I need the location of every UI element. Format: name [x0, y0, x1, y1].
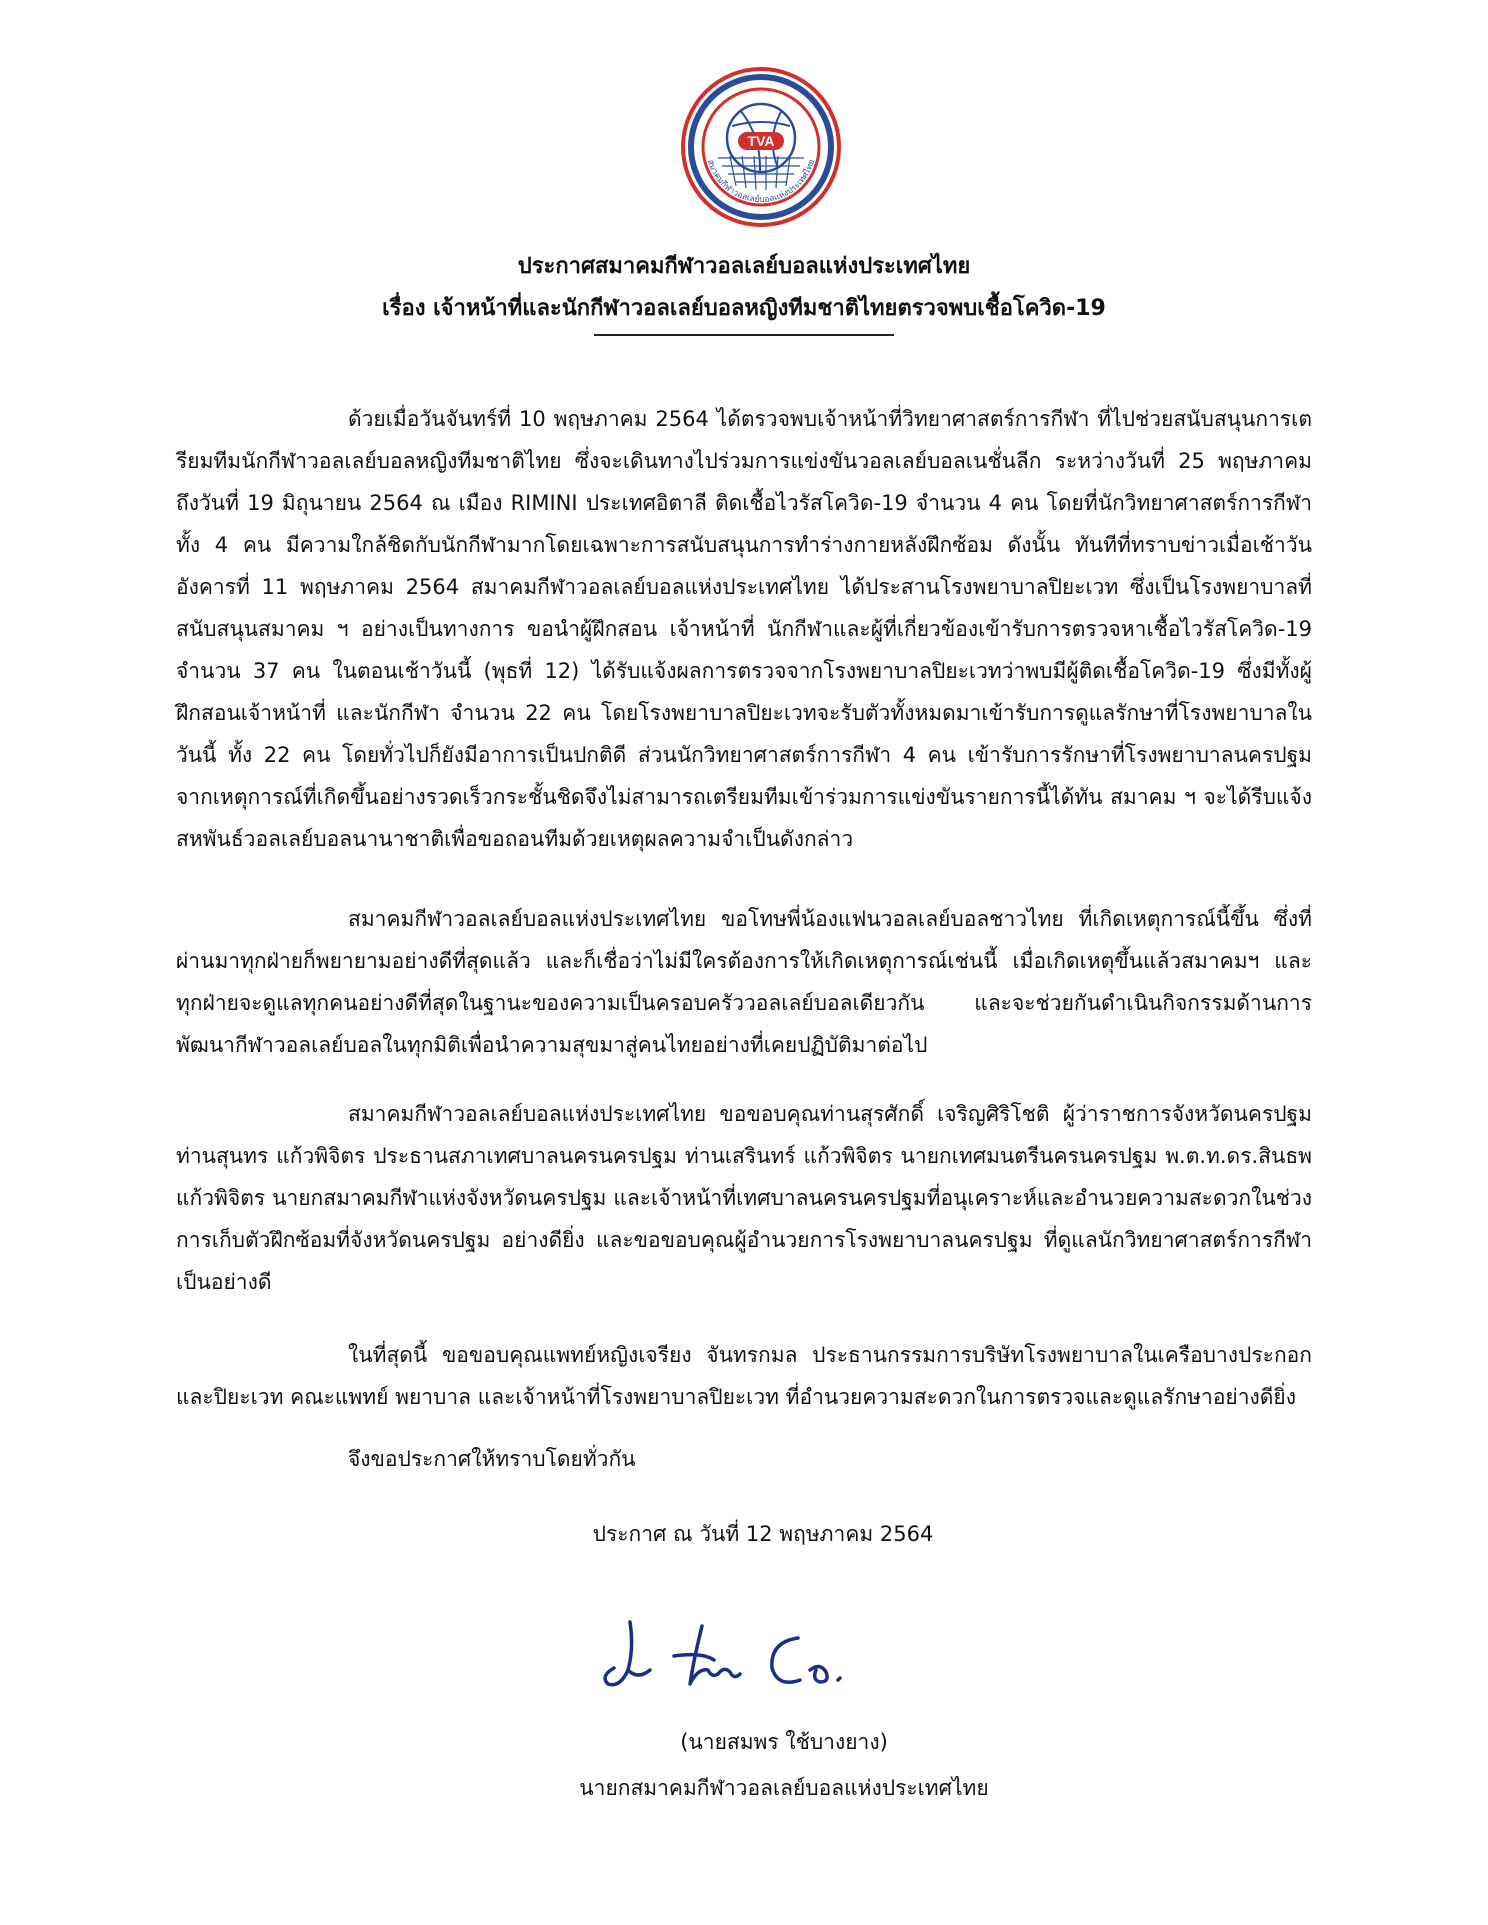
handwritten-signature-icon: [594, 1608, 894, 1698]
paragraph-thanks-hospital: ในที่สุดนี้ ขอขอบคุณแพทย์หญิงเจรียง จันทรกมล ประธานกรรมการบริษัทโรงพยาบาลในเครือบางประกอก และปิยะเวท คณะแพทย์ พยาบาล และเจ้าหน้าที่โรงพยาบาลปิยะเวท ที่อำนวยความสะดวกในการตรวจและดูแลรักษาอย่างดียิ่ง: [176, 1343, 1312, 1409]
signer-title: นายกสมาคมกีฬาวอลเลย์บอลแห่งประเทศไทย: [579, 1776, 989, 1800]
paragraph-incident: ด้วยเมื่อวันจันทร์ที่ 10 พฤษภาคม 2564 ได้ตรวจพบเจ้าหน้าที่วิทยาศาสตร์การกีฬา ที่ไปช่วยสนับสนุนการเตรียมทีมนักกีฬาวอลเลย์บอลหญิงทีมชาติไทย ซึ่งจะเดินทางไปร่วมการแข่งขันวอลเลย์บอลเนชั่นลีก ระหว่างวันที่ 25 พฤษภาคม ถึงวันที่ 19 มิถุนายน 2564 ณ เมือง RIMINI ประเทศอิตาลี ติดเชื้อไวรัสโควิด-19 จำนวน 4 คน โดยที่นักวิทยาศาสตร์การกีฬาทั้ง 4 คน มีความใกล้ชิดกับนักกีฬามากโดยเฉพาะการสนับสนุนการทำร่างกายหลังฝึกซ้อม ดังนั้น ทันทีที่ทราบข่าวเมื่อเช้าวันอังคารที่ 11 พฤษภาคม 2564 สมาคมกีฬาวอลเลย์บอลแห่งประเทศไทย ได้ประสานโรงพยาบาลปิยะเวท ซึ่งเป็นโรงพยาบาลที่สนับสนุนสมาคม ฯ อย่างเป็นทางการ ขอนำผู้ฝึกสอน เจ้าหน้าที่ นักกีฬาและผู้ที่เกี่ยวข้องเข้ารับการตรวจหาเชื้อไวรัสโควิด-19 จำนวน 37 คน ในตอนเช้าวันนี้ (พุธที่ 12) ได้รับแจ้งผลการตรวจจากโรงพยาบาลปิยะเวทว่าพบมีผู้ติดเชื้อโควิด-19 ซึ่งมีทั้งผู้ฝึกสอนเจ้าหน้าที่ และนักกีฬา จำนวน 22 คน โดยโรงพยาบาลปิยะเวทจะรับตัวทั้งหมดมาเข้ารับการดูแลรักษาที่โรงพยาบาลในวันนี้ ทั้ง 22 คน โดยทั่วไปก็ยังมีอาการเป็นปกติดี ส่วนนักวิทยาศาสตร์การกีฬา 4 คน เข้ารับการรักษาที่โรงพยาบาลนครปฐม จากเหตุการณ์ที่เกิดขึ้นอย่างรวดเร็วกระชั้นชิดจึงไม่สามารถเตรียมทีมเข้าร่วมการแข่งขันรายการนี้ได้ทัน สมาคม ฯ จะได้รีบแจ้งสหพันธ์วอลเลย์บอลนานาชาติเพื่อขอถอนทีมด้วยเหตุผลความจำเป็นดังกล่าว: [176, 407, 1312, 851]
paragraph-closing: จึงขอประกาศให้ทราบโดยทั่วกัน: [348, 1447, 636, 1471]
announcement-subject: เรื่อง เจ้าหน้าที่และนักกีฬาวอลเลย์บอลหญิงทีมชาติไทยตรวจพบเชื้อโควิด-19: [382, 296, 1106, 321]
paragraph-thanks-officials: สมาคมกีฬาวอลเลย์บอลแห่งประเทศไทย ขอขอบคุณท่านสุรศักดิ์ เจริญศิริโชติ ผู้ว่าราชการจังหวัดนครปฐม ท่านสุนทร แก้วพิจิตร ประธานสภาเทศบาลนครนครปฐม ท่านเสรินทร์ แก้วพิจิตร นายกเทศมนตรีนครนครปฐม พ.ต.ท.ดร.สินธพ แก้วพิจิตร นายกสมาคมกีฬาแห่งจังหวัดนครปฐม และเจ้าหน้าที่เทศบาลนครนครปฐมที่อนุเคราะห์และอำนวยความสะดวกในช่วงการเก็บตัวฝึกซ้อมที่จังหวัดนครปฐม อย่างดียิ่ง และขอขอบคุณผู้อำนวยการโรงพยาบาลนครปฐม ที่ดูแลนักวิทยาศาสตร์การกีฬาเป็นอย่างดี: [176, 1102, 1312, 1294]
signer-name: (นายสมพร ใช้บางยาง): [680, 1730, 888, 1754]
tva-volleyball-logo-icon: [680, 66, 842, 228]
announcement-date: ประกาศ ณ วันที่ 12 พฤษภาคม 2564: [592, 1522, 934, 1546]
logo-ring-text: สมาคมกีฬาวอลเลย์บอลแห่งประเทศไทย: [704, 158, 818, 206]
tva-emblem-text: TVA: [747, 133, 775, 149]
title-underline-divider: [594, 334, 894, 336]
announcement-title: ประกาศสมาคมกีฬาวอลเลย์บอลแห่งประเทศไทย: [517, 254, 971, 279]
paragraph-apology: สมาคมกีฬาวอลเลย์บอลแห่งประเทศไทย ขอโทษพี่น้องแฟนวอลเลย์บอลชาวไทย ที่เกิดเหตุการณ์นี้ขึ้น ซึ่งที่ผ่านมาทุกฝ่ายก็พยายามอย่างดีที่สุดแล้ว และก็เชื่อว่าไม่มีใครต้องการให้เกิดเหตุการณ์เช่นนี้ เมื่อเกิดเหตุขึ้นแล้วสมาคมฯ และทุกฝ่ายจะดูแลทุกคนอย่างดีที่สุดในฐานะของความเป็นครอบครัววอลเลย์บอลเดียวกัน และจะช่วยกันดำเนินกิจกรรมด้านการพัฒนากีฬาวอลเลย์บอลในทุกมิติเพื่อนำความสุขมาสู่คนไทยอย่างที่เคยปฏิบัติมาต่อไป: [176, 907, 1312, 1057]
